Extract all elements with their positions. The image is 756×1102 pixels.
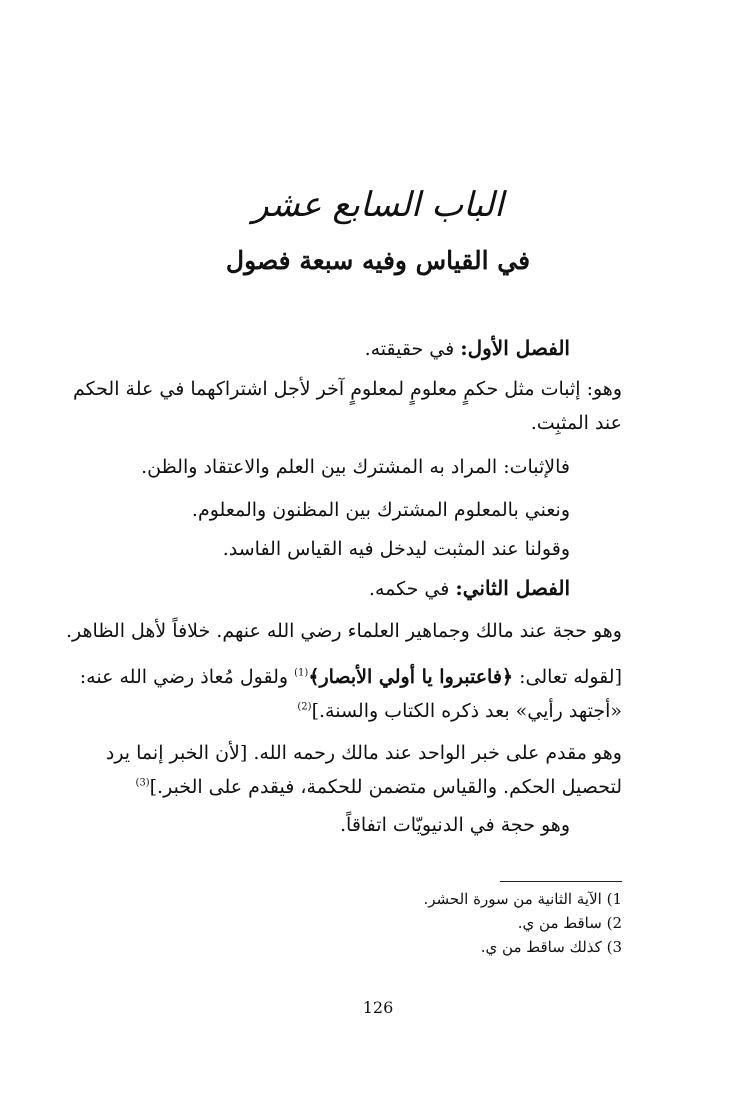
quote-intro: [لقوله تعالى:: [513, 666, 622, 688]
section1-heading-label: الفصل الأول:: [460, 336, 570, 360]
paragraph-line-2: [135, 776, 622, 799]
section1-line-4: ونعني بالمعلوم المشترك بين المظنون والمعلوم.: [191, 499, 570, 521]
footnote-3-text: كذلك ساقط من ي.: [480, 938, 602, 956]
section2-heading-label: الفصل الثاني:: [455, 576, 570, 600]
chapter-title: الباب السابع عشر: [252, 185, 504, 225]
section2-heading-rest: في حكمه.: [368, 578, 456, 600]
section1-heading: [365, 336, 570, 361]
section2-last-line: وهو حجة في الدنيويّات اتفاقاً.: [339, 814, 570, 836]
section1-line-5: وقولنا عند المثبت ليدخل فيه القياس الفاسد.: [222, 538, 570, 560]
chapter-subtitle: في القياس وفيه سبعة فصول: [225, 246, 531, 275]
footnote-3: [481, 938, 622, 956]
paragraph-line-1: وهو مقدم على خبر الواحد عند مالك رحمه الله. [لأن الخبر إنما يرد: [105, 742, 622, 764]
section1-heading-rest: في حقيقته.: [364, 338, 461, 360]
footnote-2-num: 2): [606, 914, 622, 932]
footnote-2: [518, 914, 622, 932]
quote-line-2-text: «أجتهد رأيي» بعد ذكره الكتاب والسنة.]: [311, 700, 622, 722]
footnote-3-num: 3): [606, 938, 622, 956]
footnote-ref-3: (3): [135, 777, 150, 789]
footnote-2-text: ساقط من ي.: [517, 914, 602, 932]
quote-line-1: [80, 666, 622, 689]
definition-line-2: عند المثبِت.: [530, 412, 622, 434]
quote-continuation: ولقول مُعاذ رضي الله عنه:: [79, 666, 295, 688]
paragraph-line-2-text: لتحصيل الحكم. والقياس متضمن للحكمة، فيقدم على الخبر.]: [149, 776, 622, 798]
footnote-1-text: الآية الثانية من سورة الحشر.: [423, 890, 602, 908]
footnote-ref-1: (1): [294, 667, 309, 679]
footnote-1: [424, 890, 623, 908]
page-number: 126: [362, 998, 394, 1017]
footnote-1-num: 1): [606, 890, 622, 908]
section2-line-1: وهو حجة عند مالك وجماهير العلماء رضي الله عنهم. خلافاً لأهل الظاهر.: [65, 620, 622, 642]
footnote-divider: [500, 881, 622, 882]
section1-line-3: فالإثبات: المراد به المشترك بين العلم والاعتقاد والظن.: [141, 456, 570, 478]
quranic-verse: ﴿فاعتبروا يا أولي الأبصار﴾: [308, 666, 514, 688]
quote-line-2: [297, 700, 622, 723]
definition-line-1: وهو: إثبات مثل حكمٍ معلومٍ لمعلومٍ آخر لأجل اشتراكهما في علة الحكم: [73, 378, 622, 400]
section2-heading: [369, 576, 570, 601]
footnote-ref-2: (2): [297, 701, 312, 713]
